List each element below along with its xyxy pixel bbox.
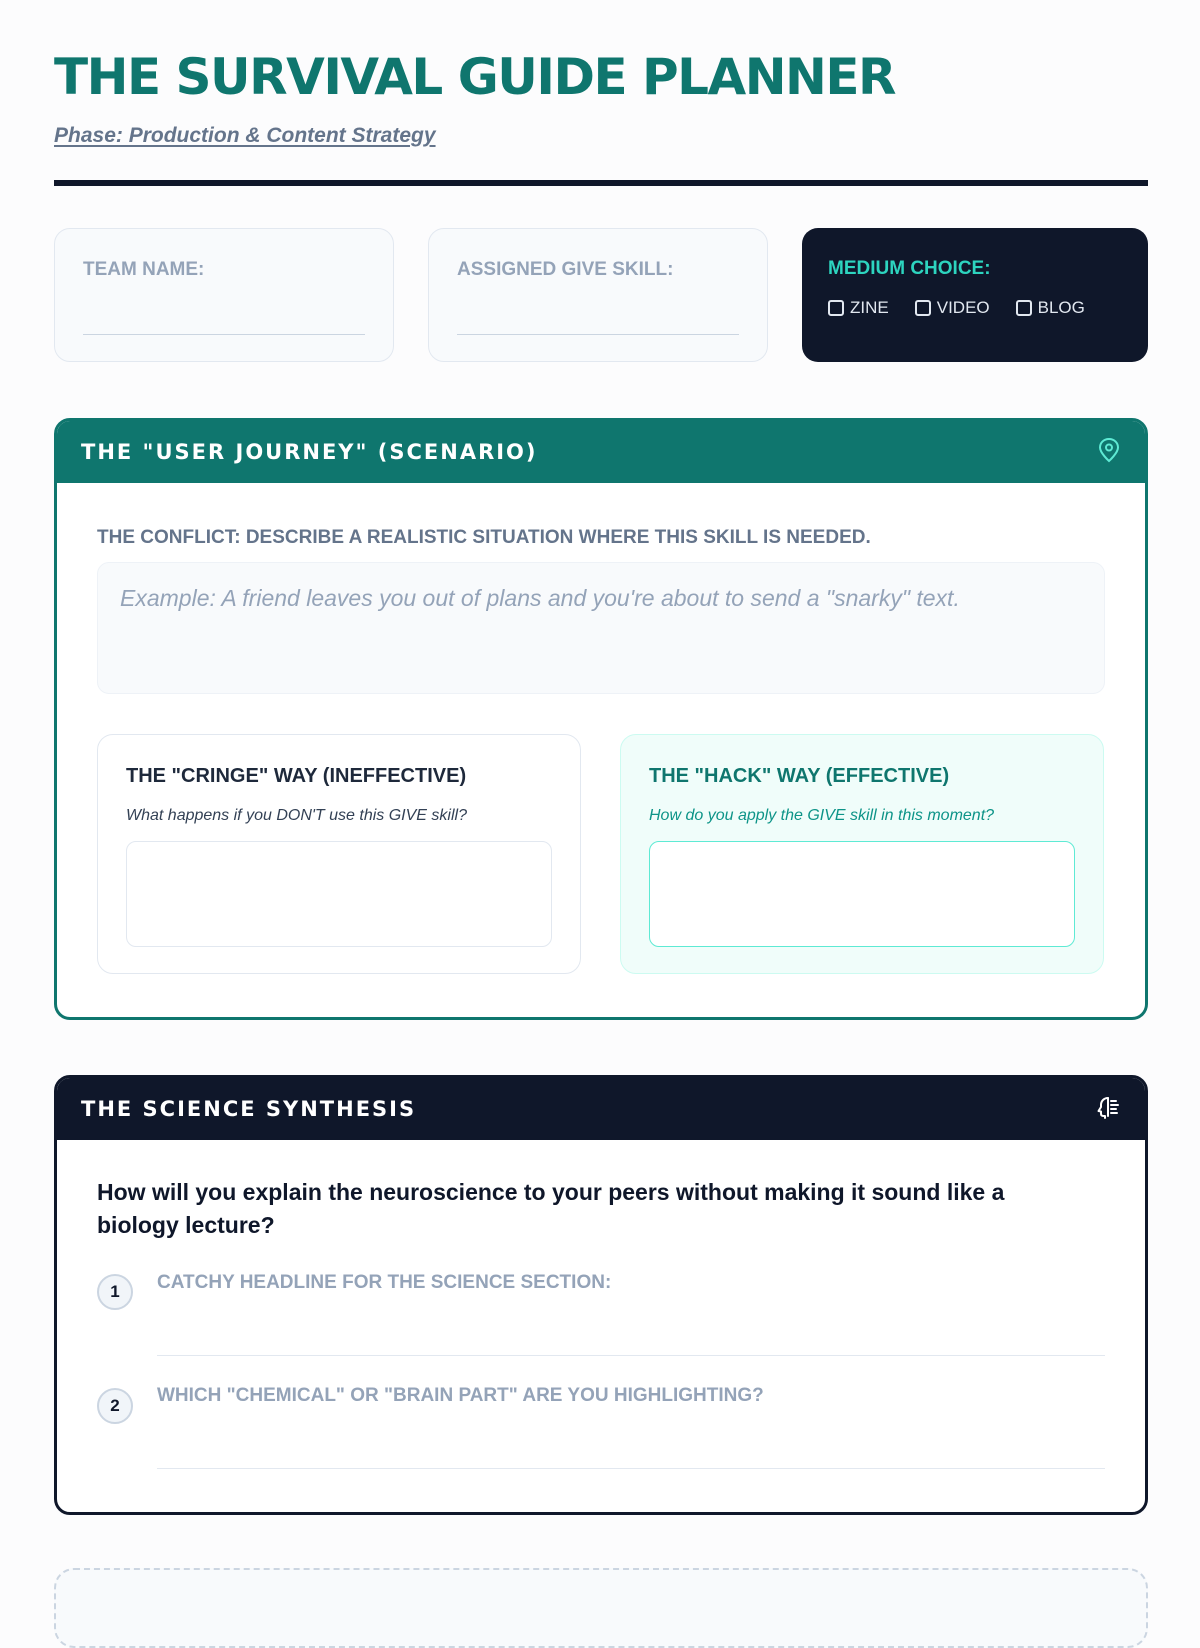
medium-choice-card — [802, 228, 1148, 362]
zine-checkbox[interactable] — [828, 300, 844, 316]
blog-checkbox[interactable] — [1016, 300, 1032, 316]
cringe-way-input[interactable] — [126, 841, 552, 947]
step-2-badge: 2 — [97, 1388, 133, 1424]
skill-label: ASSIGNED GIVE SKILL: — [457, 259, 674, 280]
hack-way-title: THE "HACK" WAY (EFFECTIVE) — [649, 765, 950, 787]
page-subtitle: Phase: Production & Content Strategy — [54, 124, 436, 147]
cringe-way-card — [97, 734, 581, 974]
conflict-textarea[interactable] — [97, 562, 1105, 694]
skill-field[interactable] — [457, 334, 739, 335]
medium-choice-label: MEDIUM CHOICE: — [828, 258, 991, 279]
scenario-header — [57, 421, 1145, 483]
hack-way-prompt: How do you apply the GIVE skill in this moment? — [649, 807, 995, 824]
page-title: THE SURVIVAL GUIDE PLANNER — [54, 48, 896, 106]
video-checkbox[interactable] — [915, 300, 931, 316]
video-label: VIDEO — [936, 298, 990, 317]
science-section — [54, 1075, 1148, 1515]
next-section-outline — [54, 1568, 1148, 1648]
blog-label: BLOG — [1037, 298, 1085, 317]
science-title: THE SCIENCE SYNTHESIS — [81, 1097, 417, 1121]
brain-icon — [1095, 1094, 1121, 1125]
chemical-field[interactable] — [157, 1468, 1105, 1469]
team-name-label: TEAM NAME: — [83, 259, 205, 280]
step-1-badge: 1 — [97, 1274, 133, 1310]
headline-field[interactable] — [157, 1355, 1105, 1356]
skill-card — [428, 228, 768, 362]
team-name-card — [54, 228, 394, 362]
cringe-way-title: THE "CRINGE" WAY (INEFFECTIVE) — [126, 765, 467, 787]
medium-options — [828, 298, 1085, 318]
scenario-section — [54, 418, 1148, 1020]
medium-option-blog[interactable] — [1016, 298, 1085, 318]
science-header — [57, 1078, 1145, 1140]
cringe-way-prompt: What happens if you DON'T use this GIVE skill? — [126, 807, 467, 824]
step-1-label: CATCHY HEADLINE FOR THE SCIENCE SECTION: — [157, 1272, 612, 1293]
scenario-title: THE "USER JOURNEY" (SCENARIO) — [81, 440, 538, 464]
step-2-label: WHICH "CHEMICAL" OR "BRAIN PART" ARE YOU HIGHLIGHTING? — [157, 1385, 764, 1406]
science-question: How will you explain the neuroscience to your peers without making it sound like a biology lecture? — [97, 1179, 1005, 1238]
team-name-field[interactable] — [83, 334, 365, 335]
medium-option-video[interactable] — [915, 298, 990, 318]
header-divider — [54, 180, 1148, 186]
map-pin-icon — [1097, 437, 1121, 468]
hack-way-card — [620, 734, 1104, 974]
conflict-label: THE CONFLICT: DESCRIBE A REALISTIC SITUATION WHERE THIS SKILL IS NEEDED. — [97, 527, 871, 548]
medium-option-zine[interactable] — [828, 298, 889, 318]
hack-way-input[interactable] — [649, 841, 1075, 947]
zine-label: ZINE — [850, 298, 889, 317]
conflict-placeholder: Example: A friend leaves you out of plans and you're about to send a "snarky" text. — [120, 585, 960, 611]
